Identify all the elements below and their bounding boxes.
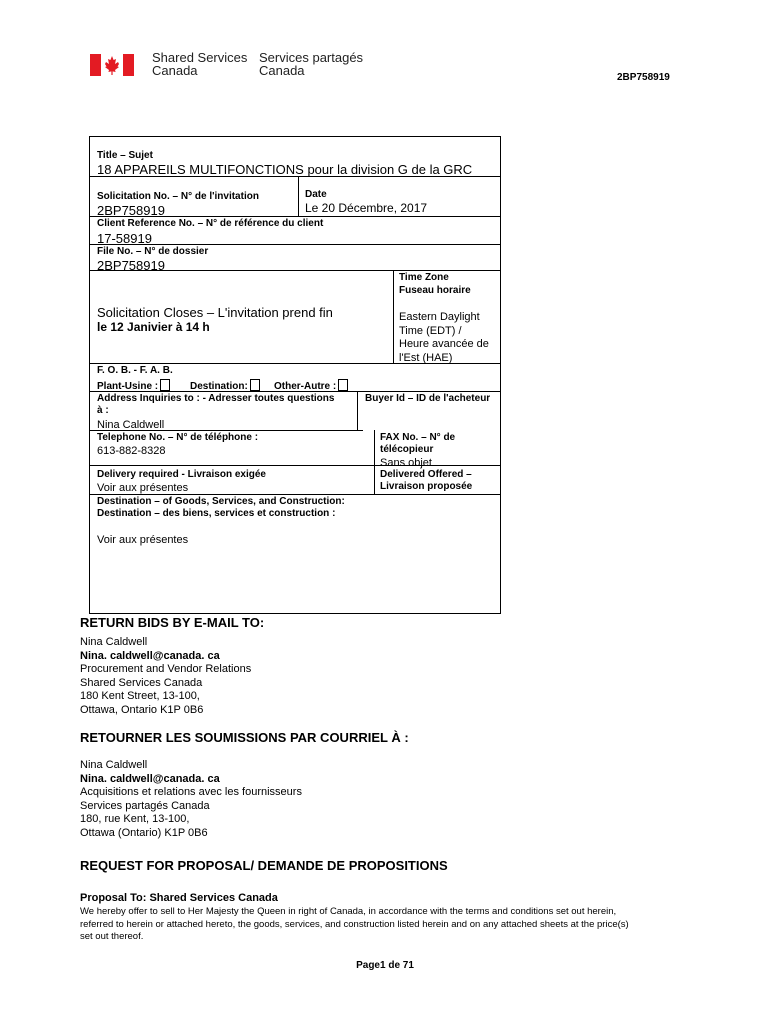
client-ref-value: 17-58919	[97, 231, 152, 246]
client-ref-label: Client Reference No. – N° de référence du client	[97, 218, 324, 229]
file-no-value: 2BP758919	[97, 258, 165, 273]
other-checkbox[interactable]	[338, 379, 348, 391]
delivery-offered-label: Delivered Offered – Livraison proposée	[380, 469, 473, 492]
plant-checkbox[interactable]	[160, 379, 170, 391]
buyer-id-label: Buyer Id – ID de l'acheteur	[365, 393, 491, 404]
title-label: Title – Sujet	[97, 150, 153, 161]
destination-checkbox[interactable]	[250, 379, 260, 391]
timezone-value: Eastern Daylight Time (EDT) / Heure avancée de l'Est (HAE)	[399, 311, 489, 364]
rfp-heading: REQUEST FOR PROPOSAL/ DEMANDE DE PROPOSITIONS	[80, 858, 448, 873]
canada-flag-icon	[90, 54, 134, 76]
telephone-value: 613-882-8328	[97, 445, 166, 457]
department-name-fr: Services partagés Canada	[259, 50, 364, 78]
fax-label: FAX No. – N° de télécopieur	[380, 432, 456, 455]
date-value: Le 20 Décembre, 2017	[305, 201, 428, 215]
return-address-fr: Nina Caldwell Nina. caldwell@canada. ca Acquisitions et relations avec les fournisseurs Services partagés Canada 180, rue Kent, 13-100, Ottawa (Ontario) K1P 0B6	[80, 759, 302, 839]
timezone-label: Time Zone Fuseau horaire	[399, 272, 471, 296]
fob-destination: Destination:	[190, 379, 260, 393]
title-value: 18 APPAREILS MULTIFONCTIONS pour la division G de la GRC	[97, 162, 473, 177]
fax-value: Sans objet	[380, 457, 432, 469]
document-number: 2BP758919	[617, 72, 670, 83]
rfp-body: We hereby offer to sell to Her Majesty the Queen in right of Canada, in accordance with the terms and conditions set out herein, referred to herein or attached hereto, the goods, services, and construction listed herein and on any attached sheets at the price(s) set out thereof.	[80, 906, 629, 942]
closes-value: le 12 Janivier à 14 h	[97, 320, 210, 334]
file-no-label: File No. – N° de dossier	[97, 246, 209, 257]
return-bids-heading-en: RETURN BIDS BY E-MAIL TO:	[80, 615, 265, 630]
solicitation-value: 2BP758919	[97, 203, 165, 218]
return-bids-heading-fr: RETOURNER LES SOUMISSIONS PAR COURRIEL À :	[80, 730, 409, 745]
destination-goods-label: Destination – of Goods, Services, and Construction: Destination – des biens, services et construction :	[97, 496, 345, 519]
proposal-to: Proposal To: Shared Services Canada	[80, 892, 278, 904]
closes-label: Solicitation Closes – L'invitation prend fin	[97, 305, 333, 320]
telephone-label: Telephone No. – N° de téléphone :	[97, 432, 259, 443]
destination-goods-value: Voir aux présentes	[97, 534, 189, 546]
solicitation-label: Solicitation No. – N° de l'invitation	[97, 191, 259, 202]
fob-plant: Plant-Usine :	[97, 379, 170, 393]
date-label: Date	[305, 189, 327, 200]
address-inquiries-value: Nina Caldwell	[97, 419, 165, 431]
delivery-required-value: Voir aux présentes	[97, 482, 189, 494]
department-name-en: Shared Services Canada	[152, 50, 248, 78]
address-inquiries-label: Address Inquiries to : - Adresser toutes questions à :	[97, 393, 335, 416]
return-address-en: Nina Caldwell Nina. caldwell@canada. ca Procurement and Vendor Relations Shared Services Canada 180 Kent Street, 13-100, Ottawa, Ontario K1P 0B6	[80, 636, 252, 716]
delivery-required-label: Delivery required - Livraison exigée	[97, 469, 266, 480]
fob-label: F. O. B. - F. A. B.	[97, 365, 173, 376]
page-number: Page1 de 71	[356, 960, 414, 971]
fob-other: Other-Autre :	[274, 379, 348, 393]
